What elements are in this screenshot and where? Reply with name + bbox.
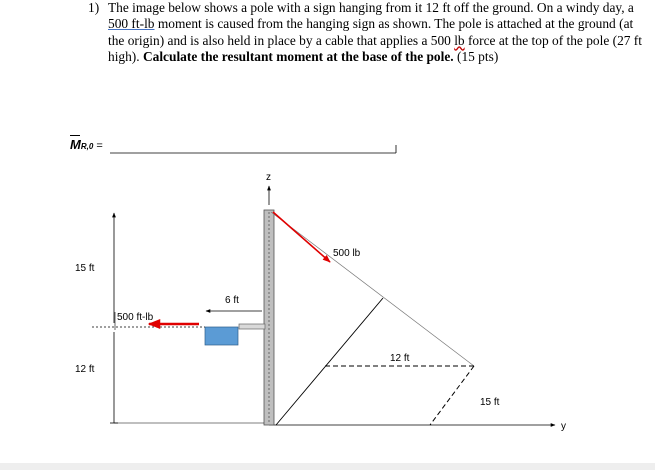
lb-word: lb (454, 32, 465, 48)
moment-label: 500 ft-lb (117, 312, 154, 323)
z-axis-label: z (266, 172, 271, 183)
anchor-x-dashed (430, 366, 474, 425)
problem-text-part-1: The image below shows a pole with a sign hanging from it 12 ft off the ground. On a windy day, a (108, 0, 634, 15)
problem-number: 1) (88, 0, 100, 15)
bottom-scroll-area (0, 463, 655, 470)
moment-symbol: M (70, 137, 81, 152)
sign (205, 327, 238, 345)
problem-points: (15 pts) (453, 49, 499, 65)
moment-value-text: 500 ft-lb (108, 16, 155, 32)
dimension-15ft-vertical-label: 15 ft (75, 263, 95, 274)
dimension-12ft-vertical-label: 12 ft (75, 364, 95, 375)
cable-force-label: 500 lb (333, 248, 361, 259)
dimension-15ft-x-label: 15 ft (480, 397, 500, 408)
equals-sign: = (96, 140, 103, 152)
sign-arm (239, 324, 265, 329)
cable-force-arrow (273, 212, 330, 262)
y-axis-label: y (561, 421, 566, 432)
moment-subscript: R,0 (80, 142, 94, 151)
dimension-6ft-label: 6 ft (225, 295, 239, 306)
x-axis (276, 298, 383, 425)
problem-text-part-3: force at the top of the pole (27 ft high). (108, 32, 642, 65)
cable (271, 212, 474, 366)
dimension-12ft-y-label: 12 ft (390, 353, 410, 364)
problem-text-part-2: moment is caused from the hanging sign as shown. The pole is attached at the ground (at the origin) and is also held in place by a cable that applies a 500 (108, 16, 634, 48)
problem-task: Calculate the resultant moment at the base of the pole. (142, 49, 454, 65)
